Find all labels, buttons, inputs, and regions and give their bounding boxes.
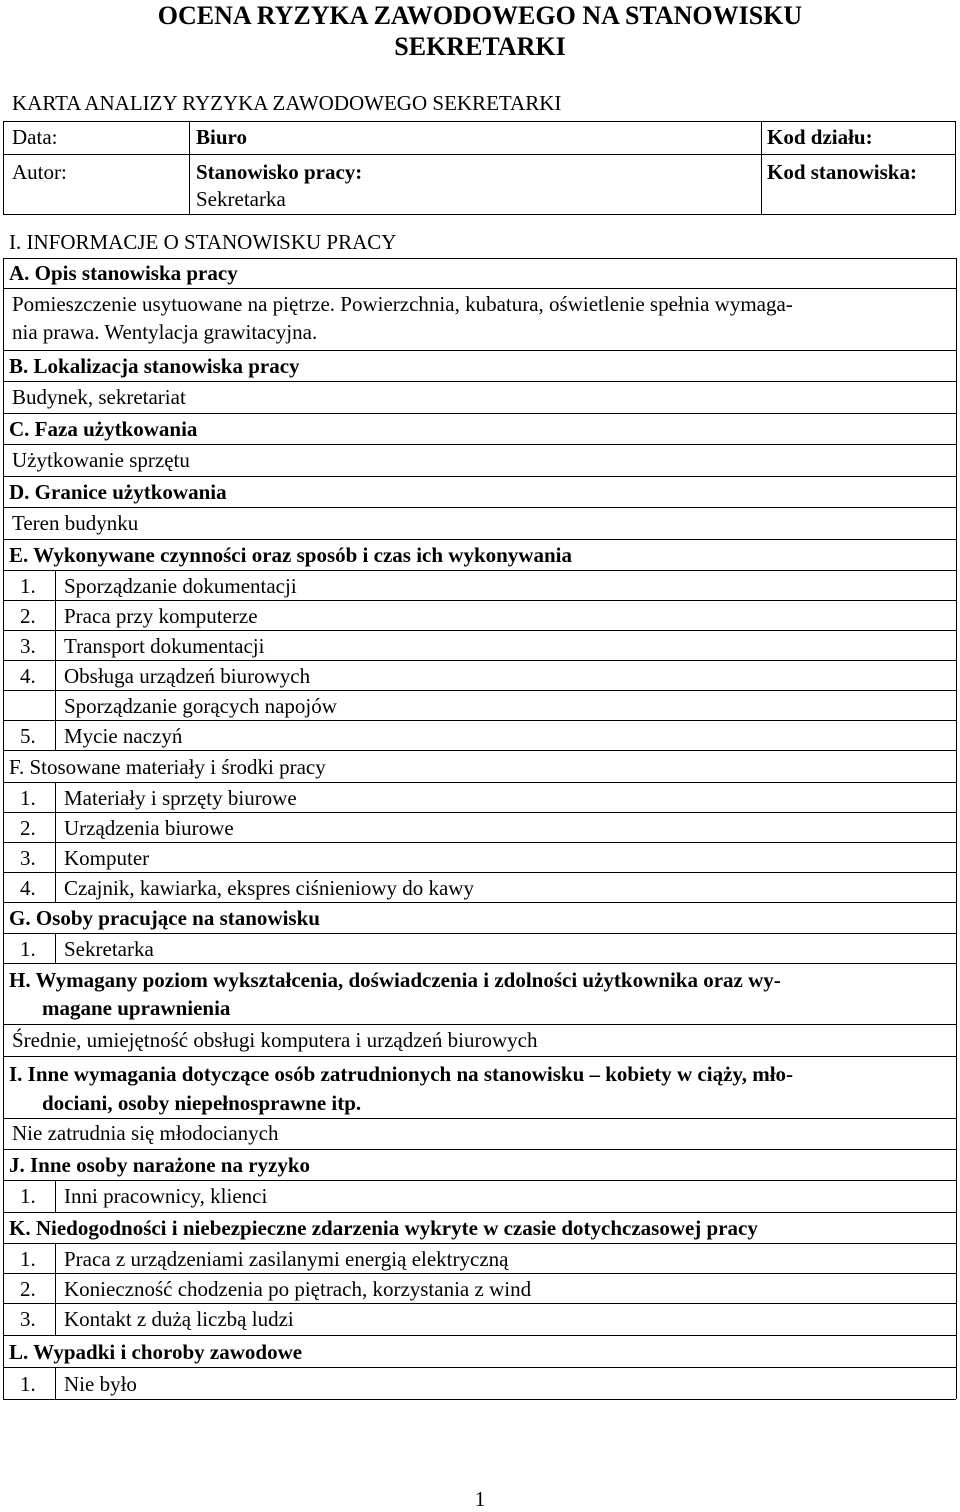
form-frame-right: [956, 258, 957, 1399]
row-divider: [3, 507, 956, 508]
row-divider: [3, 1118, 956, 1119]
row-divider: [3, 842, 956, 843]
list-item: Transport dokumentacji: [64, 634, 265, 658]
row-divider: [3, 1056, 956, 1057]
header-divider: [189, 122, 190, 214]
list-number: 1.: [20, 937, 36, 961]
list-number: 2.: [20, 1277, 36, 1301]
list-item: Inni pracownicy, klienci: [64, 1184, 268, 1208]
section-a-text-line1: Pomieszczenie usytuowane na piętrze. Powierzchnia, kubatura, oświetlenie spełnia wymaga-: [12, 292, 793, 316]
list-number: 1.: [20, 574, 36, 598]
list-item: Sporządzanie dokumentacji: [64, 574, 297, 598]
post-code-label: Kod stanowiska:: [767, 160, 917, 184]
section-j-heading: J. Inne osoby narażone na ryzyko: [9, 1153, 311, 1177]
row-divider: [3, 1212, 956, 1213]
list-item: Obsługa urządzeń biurowych: [64, 664, 311, 688]
header-row-divider: [4, 154, 955, 155]
section-b-heading: B. Lokalizacja stanowiska pracy: [9, 354, 300, 378]
section-b-text: Budynek, sekretariat: [12, 385, 186, 409]
row-divider: [3, 782, 956, 783]
document-title-line1: OCENA RYZYKA ZAWODOWEGO NA STANOWISKU: [157, 1, 803, 30]
section-i-heading-line2: dociani, osoby niepełnosprawne itp.: [42, 1091, 362, 1115]
section-e-heading: E. Wykonywane czynności oraz sposób i czas ich wykonywania: [9, 543, 572, 567]
row-divider: [3, 902, 956, 903]
list-item: Urządzenia biurowe: [64, 816, 234, 840]
section-a-text-line2: nia prawa. Wentylacja grawitacyjna.: [12, 320, 318, 344]
section-i-text: Nie zatrudnia się młodocianych: [12, 1121, 279, 1145]
section-d-text: Teren budynku: [12, 511, 139, 535]
row-divider: [3, 381, 956, 382]
row-divider: [3, 570, 956, 571]
section-h-heading-line1: H. Wymagany poziom wykształcenia, doświadczenia i zdolności użytkownika oraz wy-: [9, 968, 781, 992]
row-divider: [3, 1024, 956, 1025]
list-item: Czajnik, kawiarka, ekspres ciśnieniowy do kawy: [64, 876, 474, 900]
post-value: Sekretarka: [196, 187, 286, 211]
section-i-heading-line1: I. Inne wymagania dotyczące osób zatrudnionych na stanowisku – kobiety w ciąży, mło-: [9, 1062, 794, 1086]
list-item: Materiały i sprzęty biurowe: [64, 786, 297, 810]
list-number: 3.: [20, 846, 36, 870]
section-d-heading: D. Granice użytkowania: [9, 480, 227, 504]
post-label: Stanowisko pracy:: [196, 160, 363, 184]
section-h-heading-line2: magane uprawnienia: [42, 996, 231, 1020]
row-divider: [3, 812, 956, 813]
row-divider: [3, 720, 956, 721]
list-number: 2.: [20, 604, 36, 628]
row-divider: [3, 444, 956, 445]
row-divider: [3, 690, 956, 691]
page-number: 1: [474, 1487, 486, 1511]
row-divider: [3, 476, 956, 477]
row-divider: [3, 933, 956, 934]
list-number: 1.: [20, 786, 36, 810]
section-f-heading: F. Stosowane materiały i środki pracy: [9, 755, 326, 779]
row-divider: [3, 600, 956, 601]
row-divider: [3, 1243, 956, 1244]
row-divider: [3, 350, 956, 351]
list-item: Komputer: [64, 846, 150, 870]
row-divider: [3, 1273, 956, 1274]
place-value: Biuro: [196, 125, 247, 149]
list-number: 1.: [20, 1372, 36, 1396]
row-divider: [3, 872, 956, 873]
section-info-heading: I. INFORMACJE O STANOWISKU PRACY: [9, 230, 397, 254]
row-divider: [3, 1399, 956, 1400]
list-item: Konieczność chodzenia po piętrach, korzystania z wind: [64, 1277, 532, 1301]
row-divider: [3, 1367, 956, 1368]
section-k-heading: K. Niedogodności i niebezpieczne zdarzenia wykryte w czasie dotychczasowej pracy: [9, 1216, 758, 1240]
section-a-heading: A. Opis stanowiska pracy: [9, 261, 238, 285]
number-column-divider: [55, 933, 56, 963]
document-title-line2: SEKRETARKI: [394, 32, 566, 61]
row-divider: [3, 1180, 956, 1181]
list-number: 1.: [20, 1184, 36, 1208]
card-subtitle: KARTA ANALIZY RYZYKA ZAWODOWEGO SEKRETARKI: [12, 91, 562, 115]
header-divider: [761, 122, 762, 214]
row-divider: [3, 413, 956, 414]
section-l-heading: L. Wypadki i choroby zawodowe: [9, 1340, 303, 1364]
list-item: Nie było: [64, 1372, 137, 1396]
row-divider: [3, 750, 956, 751]
list-item: Sporządzanie gorących napojów: [64, 694, 337, 718]
number-column-divider: [55, 1367, 56, 1399]
form-frame-left: [3, 258, 4, 1399]
row-divider: [3, 288, 956, 289]
section-c-heading: C. Faza użytkowania: [9, 417, 198, 441]
row-divider: [3, 630, 956, 631]
list-item: Praca przy komputerze: [64, 604, 258, 628]
header-table: [3, 121, 956, 215]
section-c-text: Użytkowanie sprzętu: [12, 448, 190, 472]
list-number: 1.: [20, 1247, 36, 1271]
section-h-text: Średnie, umiejętność obsługi komputera i urządzeń biurowych: [12, 1028, 538, 1052]
row-divider: [3, 1335, 956, 1336]
number-column-divider: [55, 1180, 56, 1212]
row-divider: [3, 1303, 956, 1304]
list-number: 4.: [20, 876, 36, 900]
list-item: Sekretarka: [64, 937, 154, 961]
author-label: Autor:: [12, 160, 67, 184]
row-divider: [3, 660, 956, 661]
section-g-heading: G. Osoby pracujące na stanowisku: [9, 906, 320, 930]
list-number: 3.: [20, 634, 36, 658]
row-divider: [3, 258, 956, 259]
list-number: 5.: [20, 724, 36, 748]
number-column-divider: [55, 1243, 56, 1335]
row-divider: [3, 539, 956, 540]
list-number: 4.: [20, 664, 36, 688]
row-divider: [3, 1149, 956, 1150]
list-item: Kontakt z dużą liczbą ludzi: [64, 1307, 294, 1331]
list-item: Praca z urządzeniami zasilanymi energią elektryczną: [64, 1247, 509, 1271]
list-number: 3.: [20, 1307, 36, 1331]
dept-code-label: Kod działu:: [767, 125, 873, 149]
date-label: Data:: [12, 125, 58, 149]
list-number: 2.: [20, 816, 36, 840]
row-divider: [3, 963, 956, 964]
list-item: Mycie naczyń: [64, 724, 183, 748]
